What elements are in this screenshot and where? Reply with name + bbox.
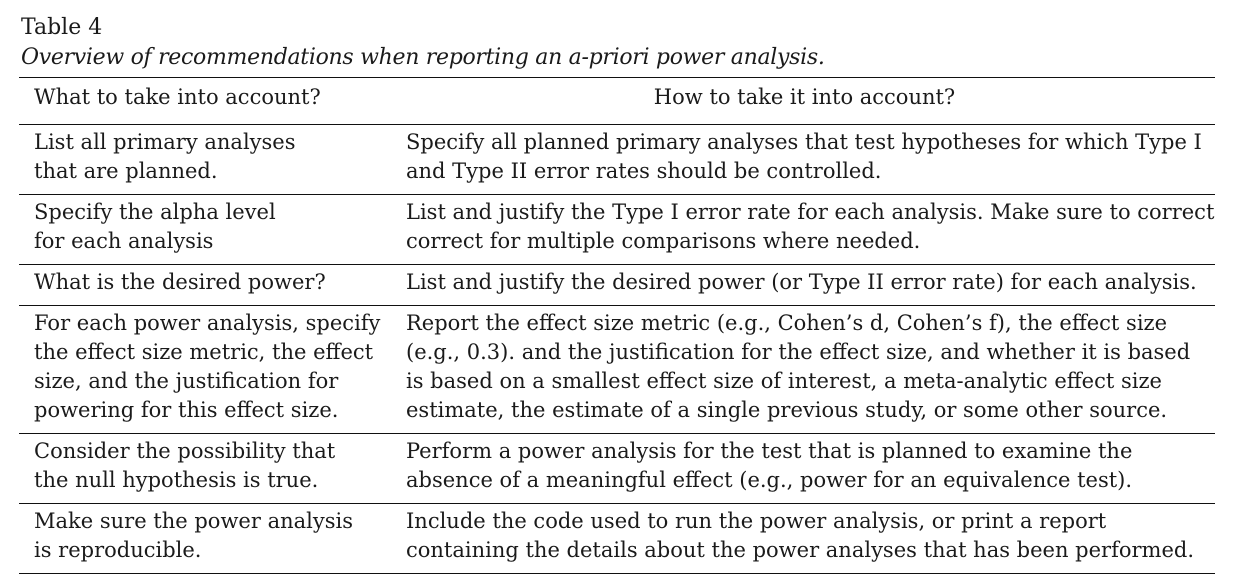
cell-how: [394, 195, 1215, 265]
cell-line: What is the desired power?: [34, 270, 326, 294]
cell-how: [394, 306, 1215, 434]
recommendations-table: [19, 77, 1215, 574]
table-caption: Overview of recommendations when reporting an a-priori power analysis.: [21, 45, 825, 70]
cell-line: Make sure the power analysis: [34, 509, 353, 533]
cell-line: size, and the justification for: [34, 369, 339, 393]
cell-line: Perform a power analysis for the test that is planned to examine the: [406, 439, 1133, 463]
cell-line: that are planned.: [34, 159, 218, 183]
table-row: [19, 306, 1215, 434]
cell-line: estimate, the estimate of a single previous study, or some other source.: [406, 398, 1168, 422]
cell-line: (e.g., 0.3). and the justification for the effect size, and whether it is based: [406, 340, 1191, 364]
cell-what: [19, 265, 394, 306]
cell-line: absence of a meaningful effect (e.g., power for an equivalence test).: [406, 468, 1133, 492]
cell-line: Include the code used to run the power analysis, or print a report: [406, 509, 1107, 533]
cell-line: Consider the possibility that: [34, 439, 336, 463]
cell-line: Report the effect size metric (e.g., Cohen’s d, Cohen’s f), the effect size: [406, 311, 1168, 335]
cell-how: [394, 265, 1215, 306]
cell-line: List and justify the desired power (or Type II error rate) for each analysis.: [406, 270, 1197, 294]
header-how: How to take it into account?: [653, 85, 956, 109]
cell-line: List all primary analyses: [34, 130, 296, 154]
cell-line: correct for multiple comparisons where needed.: [406, 229, 921, 253]
cell-what: [19, 125, 394, 195]
cell-how: [394, 434, 1215, 504]
cell-line: the null hypothesis is true.: [34, 468, 319, 492]
cell-line: for each analysis: [34, 229, 214, 253]
cell-what: [19, 434, 394, 504]
table-row: [19, 434, 1215, 504]
cell-line: List and justify the Type I error rate for each analysis. Make sure to correct: [406, 200, 1215, 224]
cell-line: is based on a smallest effect size of interest, a meta-analytic effect size: [406, 369, 1162, 393]
cell-line: is reproducible.: [34, 538, 202, 562]
cell-line: and Type II error rates should be controlled.: [406, 159, 882, 183]
cell-line: Specify all planned primary analyses that test hypotheses for which Type I: [406, 130, 1202, 154]
cell-how: [394, 125, 1215, 195]
cell-how: [394, 504, 1215, 574]
cell-line: the effect size metric, the effect: [34, 340, 374, 364]
table-row: [19, 504, 1215, 574]
cell-what: [19, 504, 394, 574]
table-label: Table 4: [21, 15, 103, 40]
table-row: [19, 195, 1215, 265]
cell-what: [19, 306, 394, 434]
table-row: [19, 265, 1215, 306]
cell-line: For each power analysis, specify: [34, 311, 381, 335]
header-what: What to take into account?: [34, 85, 321, 109]
table-row: [19, 125, 1215, 195]
cell-line: Specify the alpha level: [34, 200, 276, 224]
cell-line: powering for this effect size.: [34, 398, 339, 422]
cell-what: [19, 195, 394, 265]
table-header-row: [19, 78, 1215, 125]
cell-line: containing the details about the power analyses that has been performed.: [406, 538, 1195, 562]
